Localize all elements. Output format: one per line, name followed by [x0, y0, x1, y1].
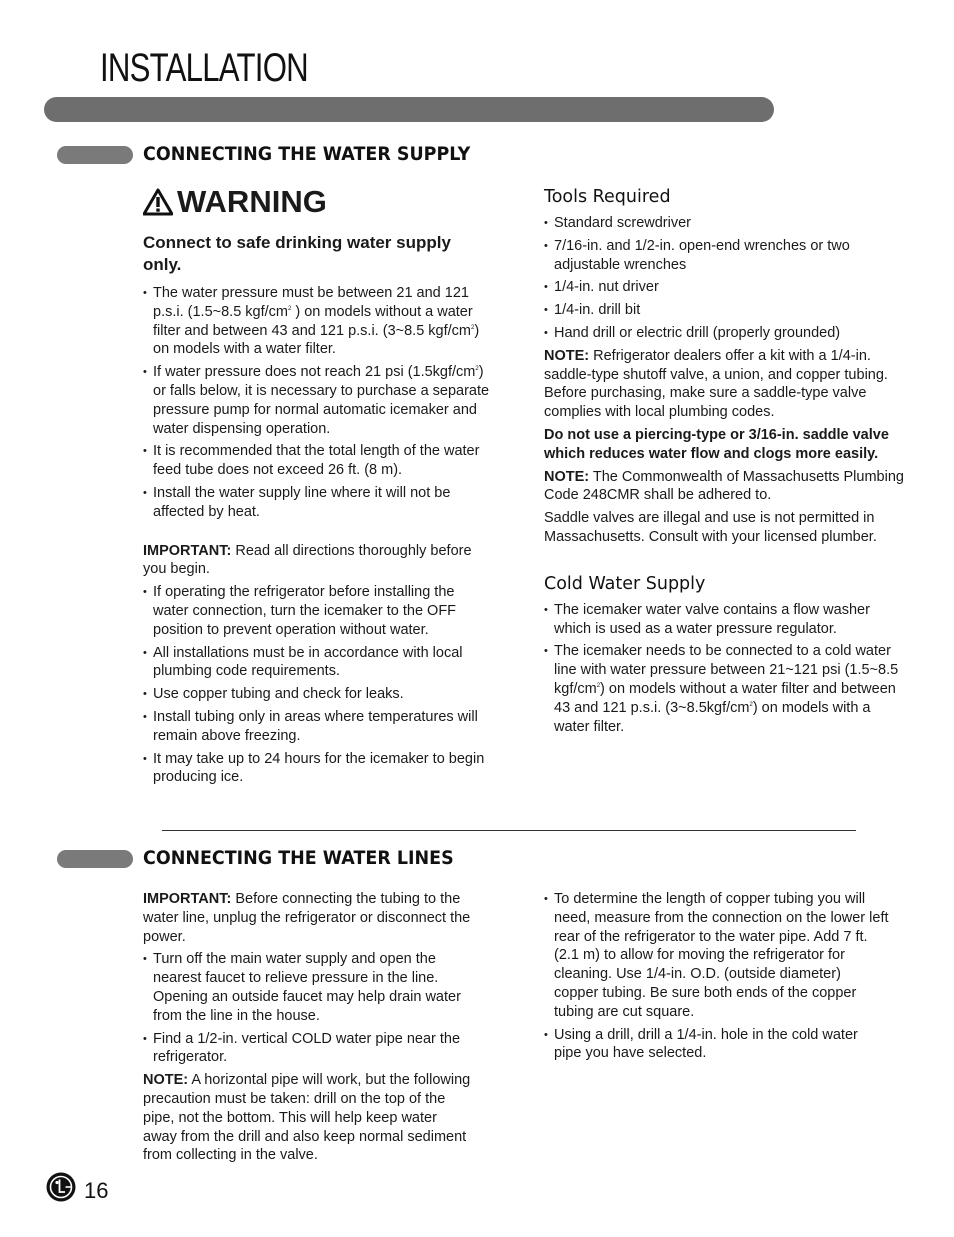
warning-list — [143, 284, 493, 522]
list-item: • If water pressure does not reach 21 psi $(1.5kgf/cm^2)$ or falls below, it is necessary to purchase a separate pressure pump for normal automatic icemaker and water dispensing operation. — [143, 363, 493, 438]
list-item: • If operating the refrigerator before installing the water connection, turn the icemaker to the OFF position to prevent operation without water. — [143, 583, 493, 639]
title-bar — [44, 97, 774, 122]
list-item: • The icemaker water valve contains a flow washer which is used as a water pressure regulator. — [544, 601, 906, 639]
list-item: • It may take up to 24 hours for the icemaker to begin producing ice. — [143, 750, 493, 788]
list-item: • 1/4-in. nut driver — [544, 278, 906, 297]
warning-subtitle: Connect to safe drinking water supply only. — [143, 233, 451, 274]
section-heading-water-supply: CONNECTING THE WATER SUPPLY — [143, 143, 471, 165]
list-item: • Standard screwdriver — [544, 214, 906, 233]
section-heading-water-lines: CONNECTING THE WATER LINES — [143, 847, 454, 869]
tools-note: NOTE: Refrigerator dealers offer a kit with a 1/4-in. saddle-type shutoff valve, a union, and copper tubing. Before purchasing, make sure a saddle-type valve complies with local plumbing codes. — [544, 347, 888, 421]
massachusetts-note: NOTE: The Commonwealth of Massachusetts Plumbing Code 248CMR shall be adhered to. — [544, 468, 904, 504]
important-paragraph: IMPORTANT: Read all directions thoroughly before you begin. — [143, 542, 472, 578]
list-item: • Hand drill or electric drill (properly grounded) — [544, 324, 906, 343]
lines-right-column — [544, 890, 889, 1067]
page-title: INSTALLATION — [100, 46, 308, 90]
list-item: • 1/4-in. drill bit — [544, 301, 906, 320]
page-number: 16 — [84, 1178, 109, 1203]
lines-left-list — [143, 950, 473, 1067]
list-item: • 7/16-in. and 1/2-in. open-end wrenches or two adjustable wrenches — [544, 237, 906, 275]
cold-water-list — [544, 601, 906, 737]
list-item: • Use copper tubing and check for leaks. — [143, 685, 493, 704]
cold-water-heading: Cold Water Supply — [544, 573, 706, 594]
important-list — [143, 583, 493, 787]
list-item: • All installations must be in accordance with local plumbing code requirements. — [143, 644, 493, 682]
saddle-warning: Do not use a piercing-type or 3/16-in. saddle valve which reduces water flow and clogs more easily. — [544, 426, 889, 462]
warning-title — [143, 184, 493, 220]
lg-logo-icon — [46, 1172, 76, 1202]
saddle-illegal-text: Saddle valves are illegal and use is not permitted in Massachusetts. Consult with your licensed plumber. — [544, 510, 877, 545]
lines-right-list — [544, 890, 889, 1063]
lines-left-column — [143, 890, 473, 1169]
supply-left-column — [143, 184, 493, 791]
list-item: • Using a drill, drill a 1/4-in. hole in the cold water pipe you have selected. — [544, 1026, 889, 1064]
list-item: • Install tubing only in areas where temperatures will remain above freezing. — [143, 708, 493, 746]
lines-note: NOTE: A horizontal pipe will work, but the following precaution must be taken: drill on the top of the pipe, not the bottom. This will help keep water away from the drill and also keep normal sediment from collecting in the valve. — [143, 1072, 471, 1164]
list-item: • The icemaker needs to be connected to a cold water line with water pressure between 21~121 psi (1.5~8.5 kgf/$cm^2$) on models without a water filter and between 43 and 121 p.s.i. $(3\sim 8.5kgf/cm^2)$ on models with a water filter. — [544, 642, 906, 736]
warning-label: WARNING — [177, 184, 327, 219]
tools-heading: Tools Required — [544, 187, 671, 207]
list-item: • To determine the length of copper tubing you will need, measure from the connection on the lower left rear of the refrigerator to the water pipe. Add 7 ft. (2.1 m) to allow for moving the refrigerator for cleaning. Use 1/4-in. O.D. (outside diameter) copper tubing. Be sure both ends of the copper tubing are cut square. — [544, 890, 889, 1022]
section-marker — [57, 146, 133, 164]
list-item: • The water pressure must be between 21 and 121 p.s.i. (1.5~8.5 kgf/$cm^2$ ) on models without a water filter and between 43 and 121 p.s.i. (3~8.5 kgf/$cm^2$) on models with a water filter. — [143, 284, 493, 359]
list-item: • It is recommended that the total length of the water feed tube does not exceed 26 ft. (8 m). — [143, 442, 493, 480]
tools-list — [544, 214, 906, 343]
supply-right-column — [544, 186, 906, 740]
list-item: • Install the water supply line where it will not be affected by heat. — [143, 484, 493, 522]
list-item: • Find a 1/2-in. vertical COLD water pipe near the refrigerator. — [143, 1030, 473, 1068]
section-divider — [162, 830, 856, 831]
warning-triangle-icon — [143, 188, 173, 216]
lines-important: IMPORTANT: Before connecting the tubing to the water line, unplug the refrigerator or disconnect the power. — [143, 891, 471, 945]
section-marker — [57, 850, 133, 868]
list-item: • Turn off the main water supply and open the nearest faucet to relieve pressure in the line. Opening an outside faucet may help drain water from the line in the house. — [143, 950, 473, 1025]
